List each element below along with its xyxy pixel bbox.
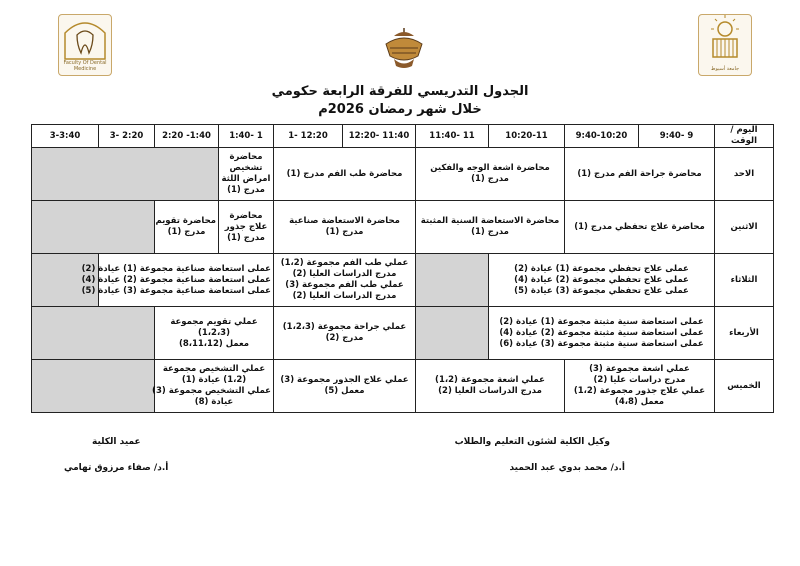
cell-line: عملى استعاضة سنية مثبتة مجموعة (2) عيادة (4) (499, 327, 704, 338)
thursday-row (32, 360, 774, 413)
monday-row (32, 201, 774, 254)
cell-line: مدرج (1) (471, 174, 509, 184)
cell-line: عملى استعاضة سنية مثبتة مجموعة (3) عيادة (6) (499, 338, 704, 349)
practical-cell (81, 254, 274, 307)
schedule-subtitle: خلال شهر رمضان 2026م (318, 102, 482, 117)
lecture-cell (274, 148, 416, 201)
header-cell: 1 -1:40 (219, 125, 274, 148)
cell-line: محاضرة الاستعاضة السنية المثبتة (420, 216, 560, 226)
cell-line: معمل (5) (324, 386, 365, 396)
cell-line: مدرج الدراسات العليا (2) (292, 291, 397, 301)
lecture-cell (219, 201, 274, 254)
cell-line: عملي تقويم مجموعة (170, 316, 258, 327)
lecture-cell (155, 201, 219, 254)
cell-line: (1،2،3) (198, 327, 230, 338)
header-cell: 9 -9:40 (639, 125, 715, 148)
day-cell: الاثنين (715, 201, 774, 254)
cell-line: عملي التشخيص مجموعة (162, 364, 266, 374)
day-cell: الأربعاء (715, 307, 774, 360)
faculty-logo (58, 14, 112, 76)
header-row (32, 125, 774, 148)
cell-line: مدرج (1) (471, 227, 509, 237)
cell-line: محاضرة تقويم (155, 216, 216, 226)
cell-line: مدرج الدراسات العليا (2) (292, 269, 397, 279)
cell-line: مدرج الدراسات العليا (2) (438, 386, 542, 396)
header-cell: 3-3:40 (32, 125, 99, 148)
lecture-cell (416, 148, 565, 201)
header-cell: 10:20-11 (489, 125, 565, 148)
cell-line: عملى علاج تحفظي مجموعة (1) عيادة (2) (514, 263, 689, 274)
header-cell: 9:40-10:20 (565, 125, 639, 148)
header-cell: 11 -11:40 (416, 125, 489, 148)
cell-line: عملي علاج الجذور مجموعة (3) (280, 375, 409, 385)
day-cell: الاحد (715, 148, 774, 201)
practical-cell (152, 360, 274, 413)
lecture-cell (274, 201, 416, 254)
tuesday-row (32, 254, 774, 307)
lecture-cell (416, 201, 565, 254)
university-logo (698, 14, 752, 76)
cell-line: عملى استعاضة سنية مثبتة مجموعة (1) عيادة (2) (499, 316, 704, 327)
header-cell: 1:40- 2:20 (155, 125, 219, 148)
lecture-cell (565, 148, 715, 201)
cell-line: عملي التشخيص مجموعة (3) (152, 386, 271, 396)
practical-cell (416, 360, 565, 413)
cell-line: محاضرة (229, 210, 263, 221)
empty-cell (32, 148, 219, 201)
cell-line: محاضرة اشعة الوجه والفكين (430, 163, 550, 173)
cell-line: عملى استعاضة صناعية مجموعة (3) عيادة (5) (81, 285, 271, 296)
schedule-title: الجدول التدريسي للفرقة الرابعة حكومي (271, 84, 529, 99)
cell-line: محاضرة جراحة الفم مدرج (1) (577, 168, 702, 179)
practical-cell (155, 307, 274, 360)
ramadan-lantern-icon (380, 26, 428, 70)
dean-name: أ.د/ صفاء مرزوق تهامي (64, 463, 169, 473)
practical-cell (489, 307, 715, 360)
cell-line: مدرج (2) (325, 333, 364, 343)
empty-cell (416, 254, 489, 307)
cell-line: عملي طب الفم مجموعة (3) (285, 280, 404, 290)
university-logo-label: جامعة أسيوط (710, 66, 740, 72)
empty-cell (416, 307, 489, 360)
practical-cell (565, 360, 715, 413)
cell-line: عملي اشعة مجموعة (3) (589, 364, 690, 374)
faculty-logo-label: Faculty Of Dental Medicine (63, 60, 107, 72)
cell-line: عملي علاج جذور مجموعة (1،2) (573, 386, 706, 396)
faculty-emblem-icon (59, 15, 111, 63)
wednesday-row (32, 307, 774, 360)
schedule-table (31, 124, 774, 413)
practical-cell (489, 254, 715, 307)
cell-line: عيادة (8) (194, 397, 234, 407)
cell-line: عملي طب الفم مجموعة (1،2) (280, 258, 409, 268)
empty-cell (32, 307, 155, 360)
day-cell: الثلاثاء (715, 254, 774, 307)
cell-line: (1،2) عيادة (1) (181, 375, 247, 385)
header-cell: اليوم / الوقت (715, 125, 774, 148)
cell-line: مدرج (1) (227, 232, 265, 243)
university-emblem-icon (699, 15, 751, 63)
practical-cell (274, 360, 416, 413)
cell-line: معمل (8،11،12) (178, 338, 250, 349)
day-cell: الخميس (715, 360, 774, 413)
header-cell: 2:20 -3 (99, 125, 155, 148)
cell-line: عملي اشعة مجموعة (1،2) (435, 375, 545, 385)
cell-line: عملى علاج تحفظي مجموعة (3) عيادة (5) (514, 285, 689, 296)
header-cell: 12:20 -1 (274, 125, 343, 148)
practical-cell (274, 307, 416, 360)
cell-line: محاضرة طب الفم مدرج (1) (286, 168, 403, 179)
header-cell: 11:40 -12:20 (343, 125, 416, 148)
cell-line: محاضرة الاستعاضة صناعية (289, 216, 400, 226)
empty-cell (32, 360, 155, 413)
cell-line: محاضرة علاج تحفظي مدرج (1) (574, 221, 705, 232)
cell-line: معمل (4،8) (614, 397, 665, 407)
lecture-cell (565, 201, 715, 254)
cell-line: عملى علاج تحفظي مجموعة (2) عيادة (4) (514, 274, 689, 285)
cell-line: عملى استعاضة صناعية مجموعة (2) عيادة (4) (81, 274, 271, 285)
vice-dean-name: أ.د/ محمد بدوي عبد الحميد (509, 463, 625, 473)
cell-line: مدرج (1) (325, 227, 364, 237)
empty-cell (32, 201, 155, 254)
dean-title: عميد الكلية (92, 437, 141, 447)
cell-line: تشخيص (229, 163, 263, 173)
sunday-row (32, 148, 774, 201)
vice-dean-title: وكيل الكلية لشئون التعليم والطلاب (454, 437, 610, 447)
cell-line: عملي جراحة مجموعة (1،2،3) (282, 322, 407, 332)
cell-line: مدرج دراسات عليا (2) (593, 375, 686, 385)
cell-line: علاج جذور (224, 221, 268, 232)
cell-line: مدرج (1) (227, 185, 265, 195)
cell-line: امراض اللثة (221, 174, 271, 184)
lecture-cell (219, 148, 274, 201)
cell-line: عملى استعاضة صناعية مجموعة (1) عيادة (2) (81, 263, 271, 274)
cell-line: محاضرة (229, 152, 263, 162)
cell-line: مدرج (1) (167, 227, 206, 237)
practical-cell (274, 254, 416, 307)
